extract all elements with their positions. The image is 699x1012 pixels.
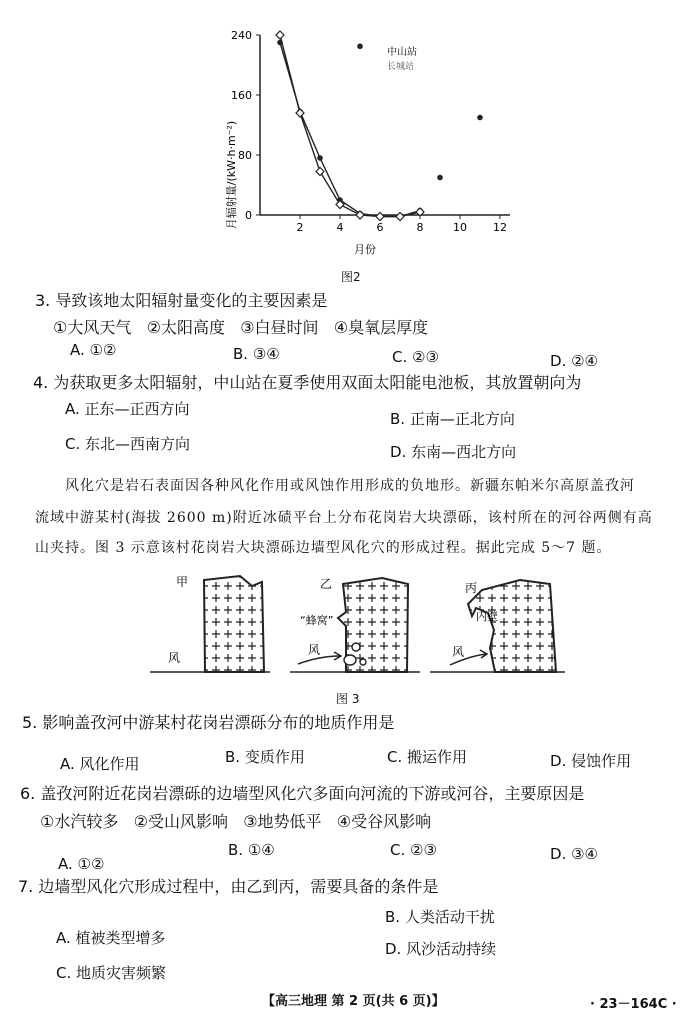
x-tick-label: 12 [493, 221, 507, 234]
q7-option-c[interactable]: C. 地质灾害频繁 [56, 964, 167, 982]
figure-3-diagram [150, 568, 570, 683]
q6-option-d[interactable]: D. ③④ [550, 845, 598, 863]
q7-option-d[interactable]: D. 风沙活动持续 [385, 940, 497, 958]
x-tick-label: 6 [376, 221, 384, 234]
boulder-jia [204, 576, 264, 672]
legend-label-changcheng: 长城站 [387, 62, 415, 72]
q6-option-b[interactable]: B. ①④ [228, 841, 275, 859]
question-7-stem: 7. 边墙型风化穴形成过程中，由乙到丙，需要具备的条件是 [18, 877, 439, 896]
legend-marker [357, 43, 363, 49]
y-axis-label: 月辐射量/(kW·h·m⁻²) [225, 120, 238, 230]
figure-3-caption: 图 3 [336, 692, 360, 706]
q3-option-b[interactable]: B. ③④ [233, 345, 280, 363]
x-axis-label: 月份 [354, 243, 376, 256]
footer-page-info: 【高三地理 第 2 页(共 6 页)】 [262, 994, 445, 1009]
q3-option-c[interactable]: C. ②③ [392, 348, 439, 366]
q7-option-b[interactable]: B. 人类活动干扰 [385, 908, 495, 926]
question-4-stem: 4. 为获取更多太阳辐射，中山站在夏季使用双面太阳能电池板，其放置朝向为 [33, 373, 582, 392]
data-point-diamond [296, 109, 304, 117]
data-point [437, 175, 443, 181]
data-point-diamond [316, 168, 324, 176]
q3-option-a[interactable]: A. ①② [70, 341, 117, 359]
q5-option-c[interactable]: C. 搬运作用 [387, 748, 468, 766]
data-point-diamond [396, 213, 404, 221]
panel-label-jia: 甲 [176, 575, 189, 589]
y-tick-label: 0 [245, 209, 252, 222]
legend-label-zhongshan: 中山站 [387, 47, 417, 58]
q5-option-b[interactable]: B. 变质作用 [225, 748, 305, 766]
x-tick-label: 10 [453, 221, 467, 234]
inner-wall-label: 内壁 [476, 610, 498, 623]
data-point-diamond [376, 213, 384, 221]
honeycomb-label: “蜂窝” [300, 614, 334, 627]
data-point-diamond [276, 31, 284, 39]
x-tick-label: 2 [296, 221, 304, 234]
passage-line-3: 山夹持。图 3 示意该村花岗岩大块漂砾边墙型风化穴的形成过程。据此完成 5～7 题。 [35, 540, 612, 556]
q4-option-d[interactable]: D. 东南—西北方向 [390, 443, 517, 461]
passage-line-2: 流域中游某村(海拔 2600 m)附近冰碛平台上分布花岗岩大块漂砾，该村所在的河谷两侧有高 [35, 510, 653, 526]
q3-option-d[interactable]: D. ②④ [550, 352, 598, 370]
data-point [317, 155, 323, 161]
panel-label-yi: 乙 [320, 577, 333, 591]
x-tick-label: 8 [416, 221, 424, 234]
q5-option-d[interactable]: D. 侵蚀作用 [550, 752, 632, 770]
y-tick-label: 240 [231, 29, 252, 42]
question-6-items: ①水汽较多 ②受山风影响 ③地势低平 ④受谷风影响 [40, 812, 432, 831]
q4-option-c[interactable]: C. 东北—西南方向 [65, 435, 191, 453]
q6-option-c[interactable]: C. ②③ [390, 841, 437, 859]
footer-code: · 23－164C · [590, 997, 677, 1012]
question-3-items: ①大风天气 ②太阳高度 ③白昼时间 ④臭氧层厚度 [53, 318, 429, 337]
wind-label-bing: 风 [452, 645, 465, 659]
wind-label-yi: 风 [308, 643, 321, 657]
panel-label-bing: 丙 [465, 581, 478, 595]
q7-option-a[interactable]: A. 植被类型增多 [56, 929, 166, 947]
question-3-stem: 3. 导致该地太阳辐射量变化的主要因素是 [35, 291, 328, 310]
y-tick-label: 160 [231, 89, 252, 102]
figure-2-chart [215, 25, 515, 265]
data-point [477, 115, 483, 121]
x-tick-label: 4 [336, 221, 344, 234]
q5-option-a[interactable]: A. 风化作用 [60, 755, 140, 773]
y-tick-label: 80 [238, 149, 252, 162]
question-5-stem: 5. 影响盖孜河中游某村花岗岩漂砾分布的地质作用是 [22, 713, 395, 732]
figure-2-caption: 图2 [341, 270, 361, 284]
q6-option-a[interactable]: A. ①② [58, 855, 105, 873]
q4-option-b[interactable]: B. 正南—正北方向 [390, 410, 515, 428]
wind-label-jia: 风 [168, 651, 181, 665]
question-6-stem: 6. 盖孜河附近花岗岩漂砾的边墙型风化穴多面向河流的下游或河谷，主要原因是 [20, 784, 585, 803]
q4-option-a[interactable]: A. 正东—正西方向 [65, 400, 190, 418]
passage-line-1: 风化穴是岩石表面因各种风化作用或风蚀作用形成的负地形。新疆东帕米尔高原盖孜河 [65, 478, 635, 494]
